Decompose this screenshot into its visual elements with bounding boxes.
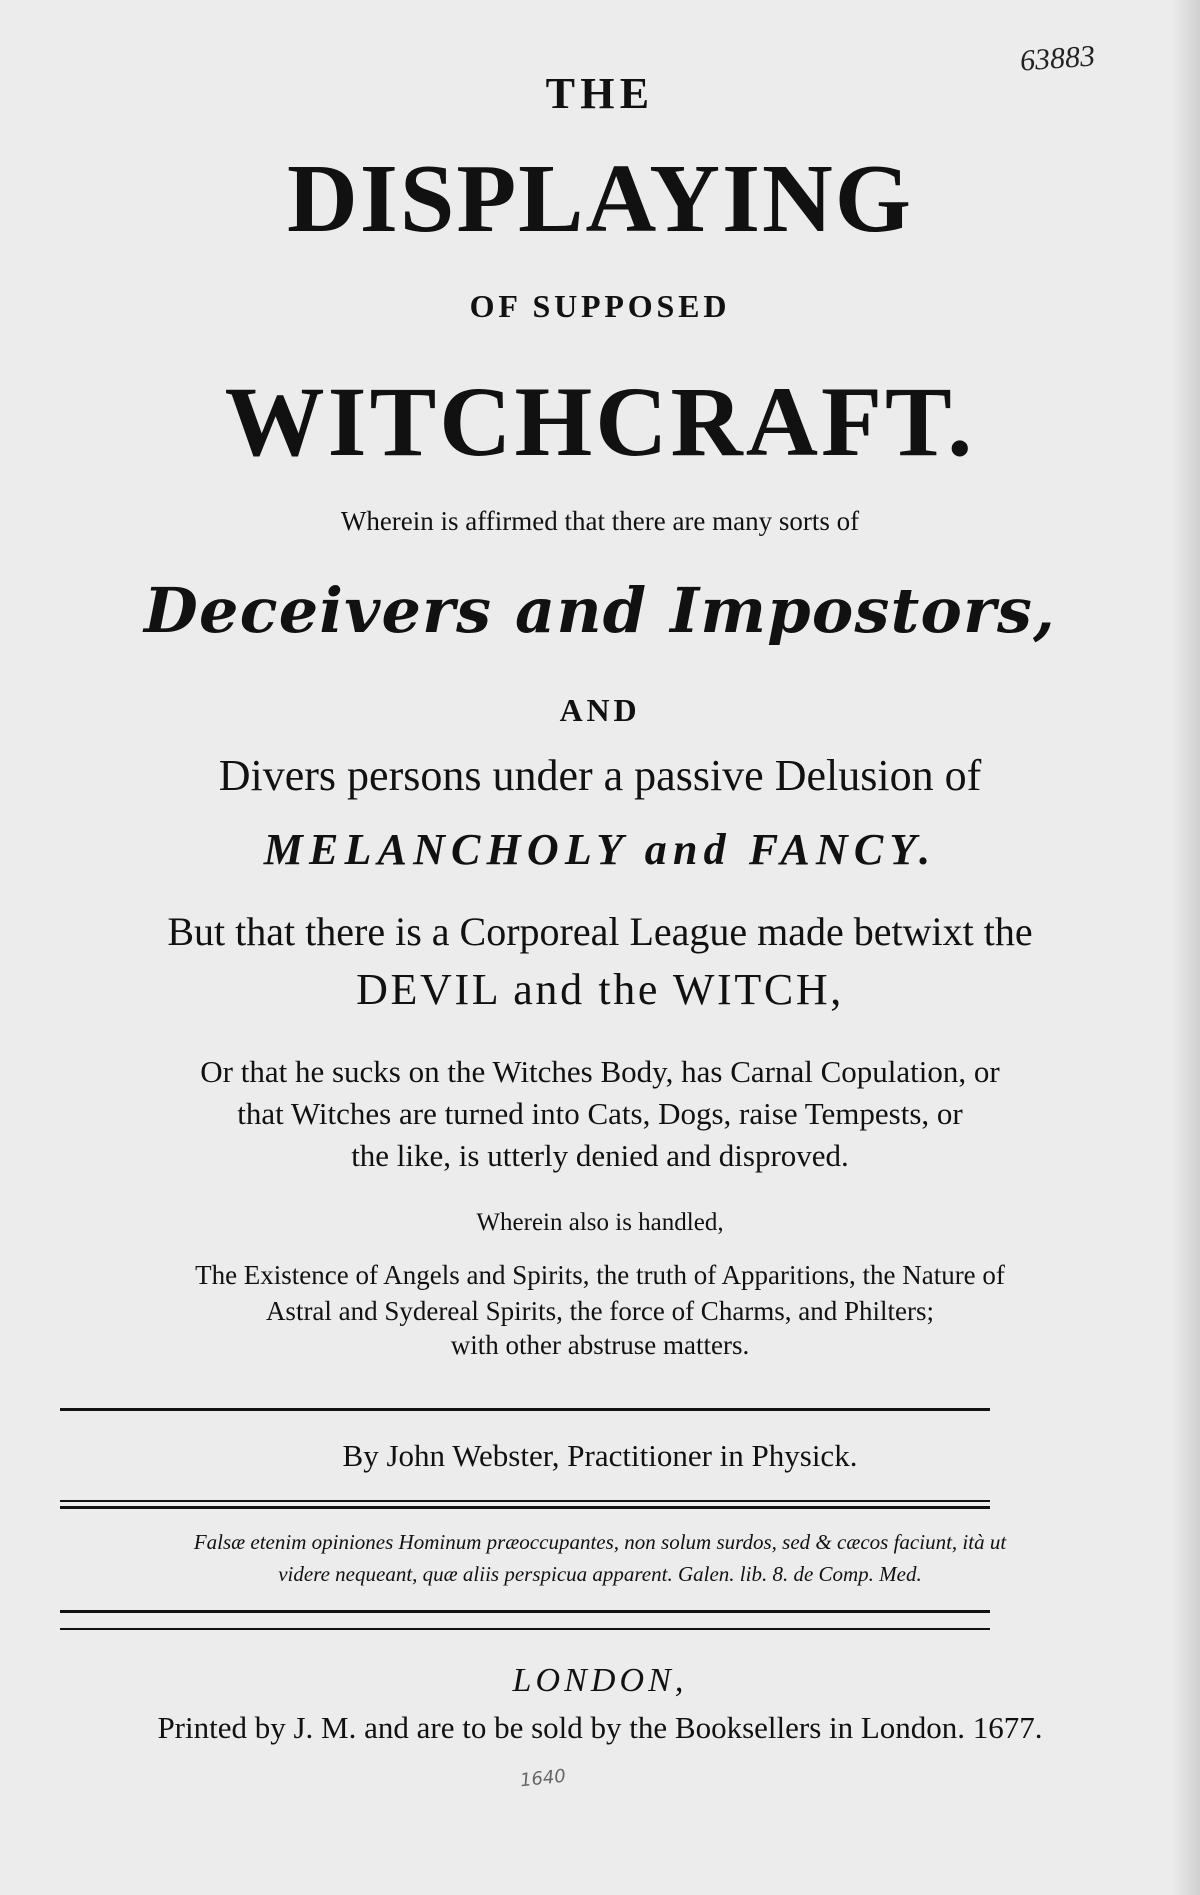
accession-number: 63883 bbox=[1018, 39, 1097, 78]
imprint-city: LONDON, bbox=[512, 1662, 688, 1699]
subtitle-devil-witch: DEVIL and the WITCH, bbox=[356, 965, 844, 1014]
subtitle-divers: Divers persons under a passive Delusion of bbox=[218, 751, 982, 800]
title-displaying: DISPLAYING bbox=[287, 145, 913, 253]
rule-above-imprint-double bbox=[60, 1628, 990, 1630]
rule-above-author bbox=[60, 1408, 990, 1411]
subtitle-but-that: But that there is a Corporeal League made betwixt the bbox=[167, 909, 1033, 954]
rule-above-imprint bbox=[60, 1610, 990, 1613]
rule-below-author bbox=[60, 1500, 990, 1502]
title-of-supposed: OF SUPPOSED bbox=[469, 288, 731, 324]
epigraph-line-2: videre nequeant, quæ aliis perspicua apparent. Galen. lib. 8. de Comp. Med. bbox=[278, 1562, 922, 1586]
author-line: By John Webster, Practitioner in Physick. bbox=[342, 1438, 858, 1473]
subtitle-or-that-line-1: Or that he sucks on the Witches Body, has Carnal Copulation, or bbox=[200, 1054, 1000, 1089]
subtitle-wherein-also: Wherein also is handled, bbox=[476, 1209, 724, 1236]
shelf-mark: 1640 bbox=[519, 1765, 567, 1792]
subtitle-existence-line-2: Astral and Sydereal Spirits, the force of Charms, and Philters; bbox=[265, 1296, 935, 1326]
subtitle-melancholy: MELANCHOLY and FANCY. bbox=[263, 825, 937, 874]
subtitle-or-that-line-2: that Witches are turned into Cats, Dogs, raise Tempests, or bbox=[237, 1096, 963, 1131]
subtitle-or-that-line-3: the like, is utterly denied and disproved. bbox=[351, 1138, 849, 1173]
title-witchcraft: WITCHCRAFT. bbox=[224, 366, 976, 477]
imprint-printer: Printed by J. M. and are to be sold by the Booksellers in London. 1677. bbox=[157, 1710, 1043, 1745]
subtitle-wherein: Wherein is affirmed that there are many sorts of bbox=[340, 506, 860, 536]
subtitle-existence-line-3: with other abstruse matters. bbox=[450, 1330, 750, 1360]
epigraph-line-1: Falsæ etenim opiniones Hominum præoccupantes, non solum surdos, sed & cæcos faciunt, ità ut bbox=[193, 1530, 1007, 1554]
subtitle-existence-line-1: The Existence of Angels and Spirits, the truth of Apparitions, the Nature of bbox=[195, 1260, 1005, 1290]
title-the: THE bbox=[545, 69, 655, 118]
subtitle-and: AND bbox=[559, 692, 641, 728]
rule-below-author-double bbox=[60, 1506, 990, 1509]
subtitle-deceivers: Deceivers and Impostors, bbox=[144, 574, 1056, 647]
